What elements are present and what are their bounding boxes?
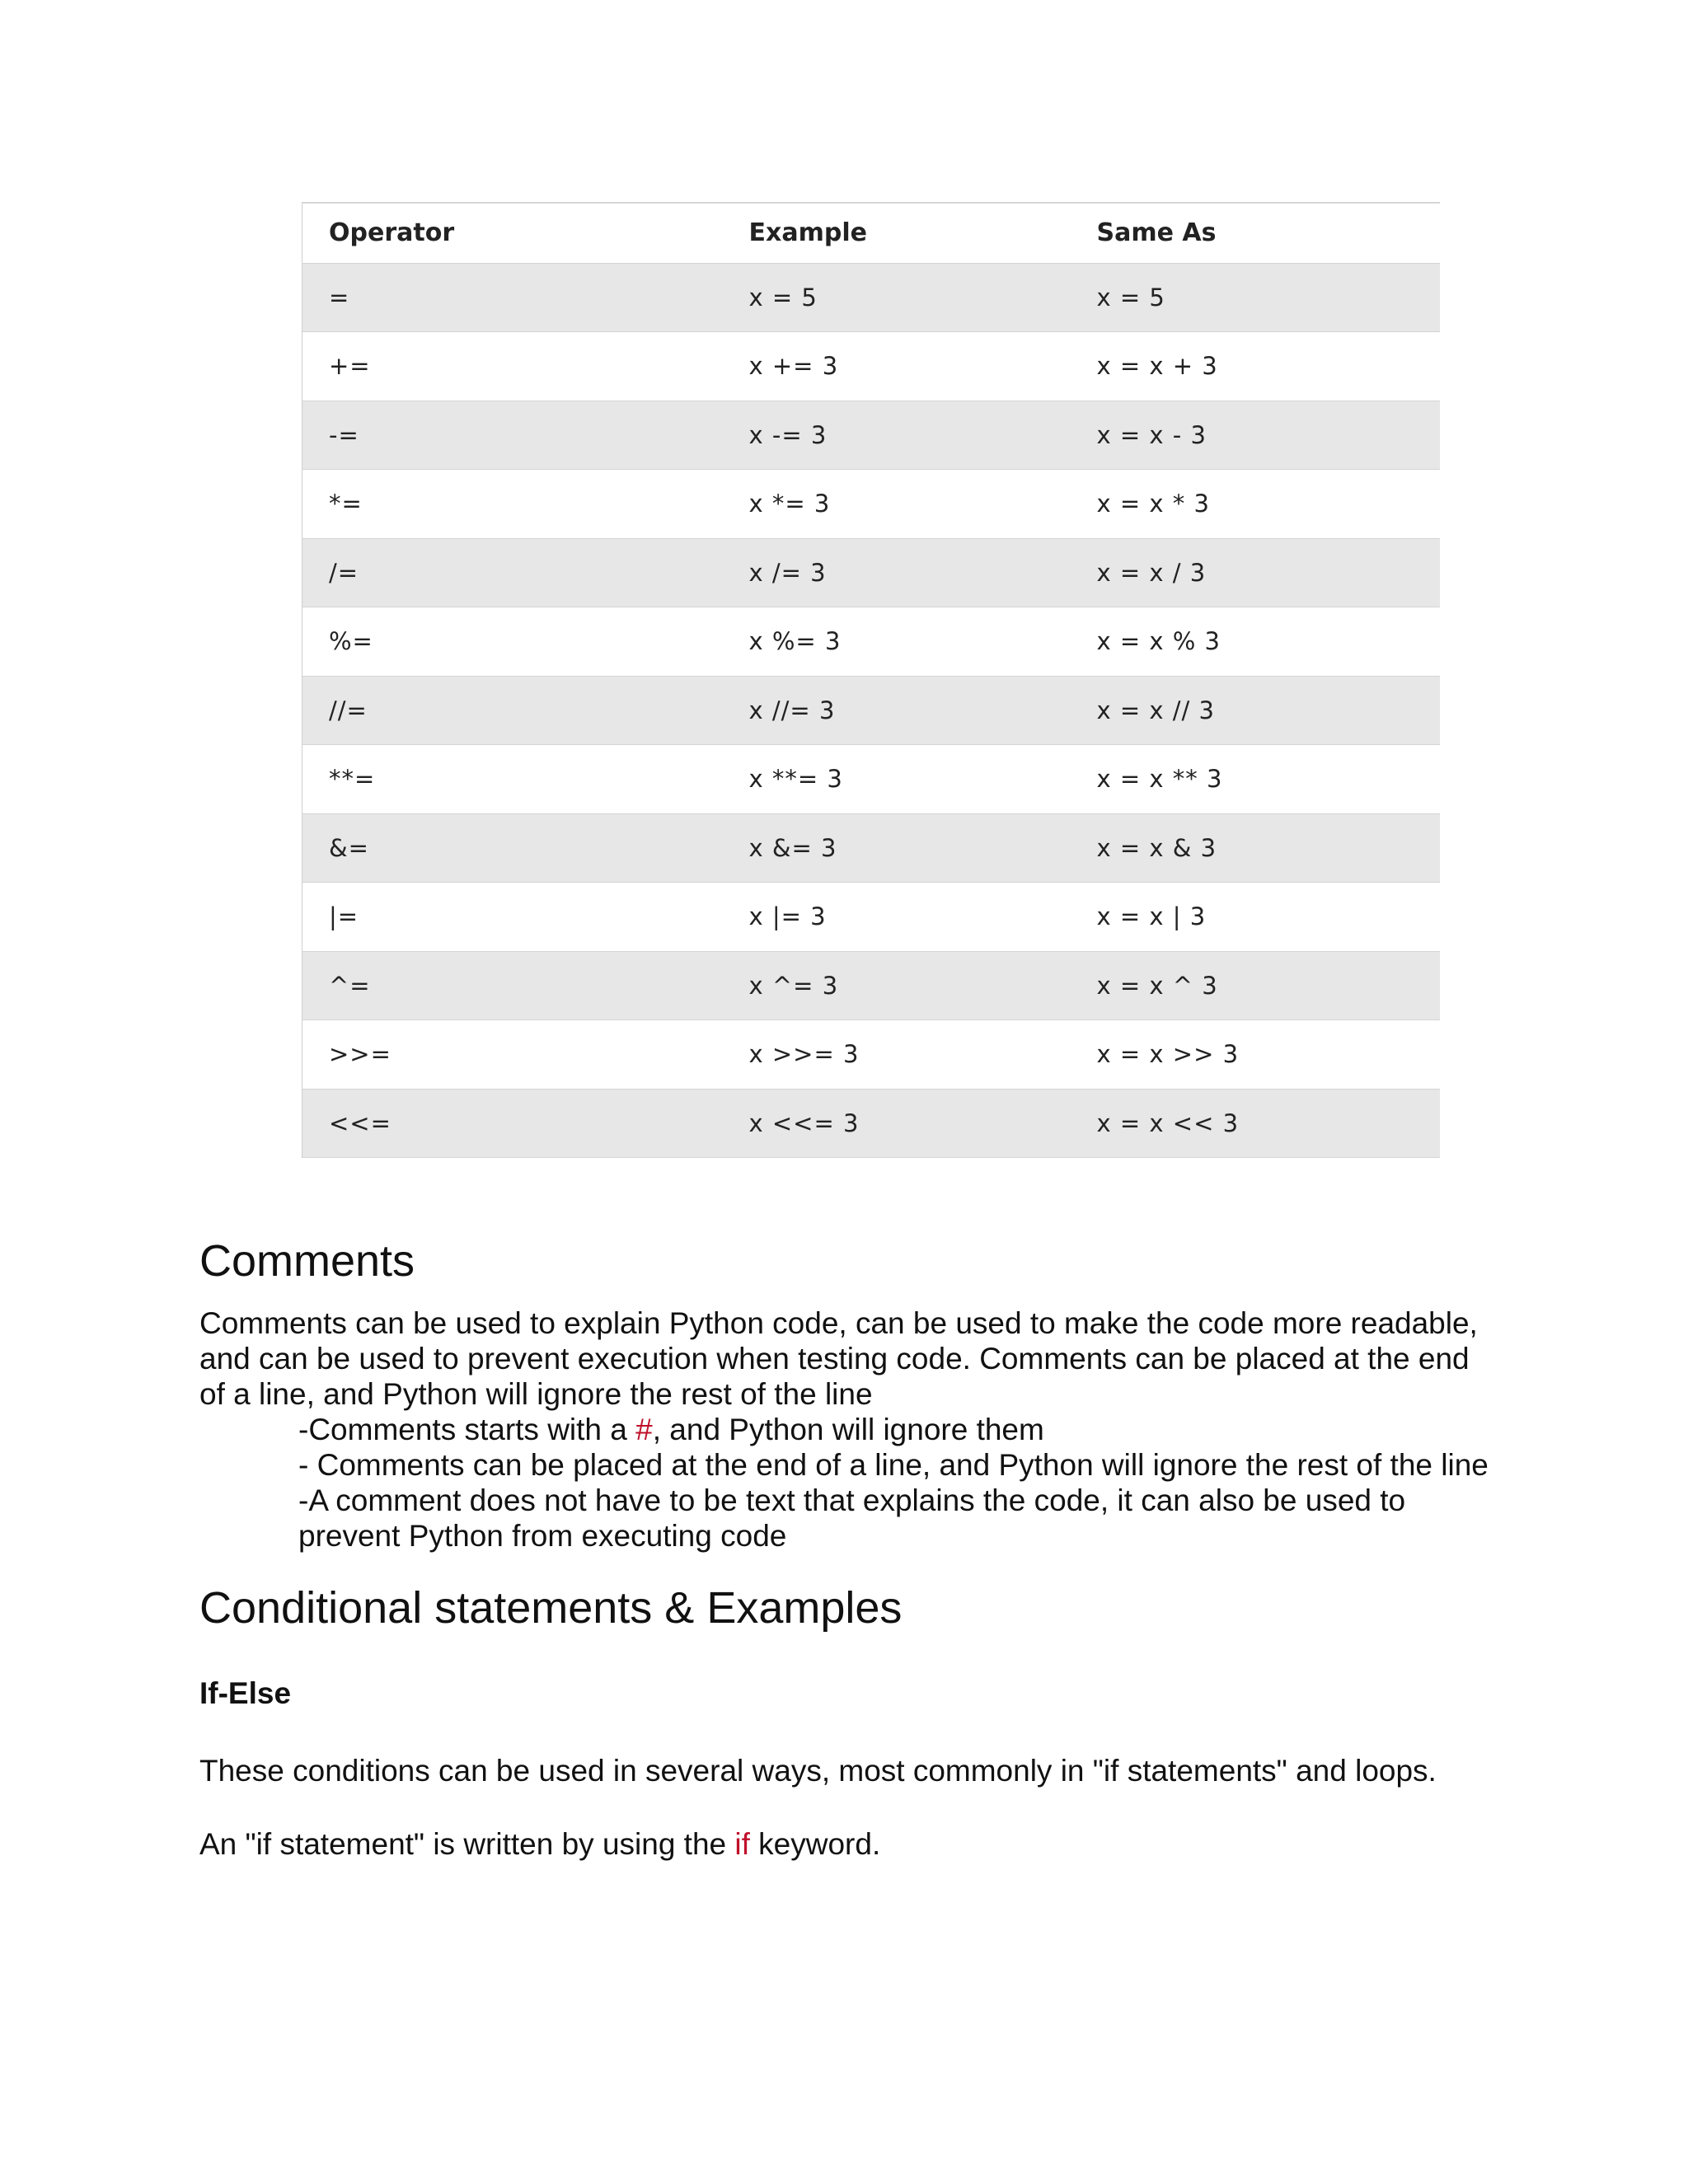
comments-paragraph <box>199 1305 1478 1412</box>
if-else-subheading: If-Else <box>199 1676 292 1710</box>
example-cell: x += 3 <box>748 352 839 381</box>
example-cell: x >>= 3 <box>748 1040 860 1069</box>
column-header-example: Example <box>723 203 1071 263</box>
table-row <box>302 1020 1440 1090</box>
example-cell: x //= 3 <box>748 696 836 724</box>
same-as-cell: x = x // 3 <box>1096 696 1215 724</box>
if-statement-paragraph <box>199 1826 880 1862</box>
operator-cell: **= <box>302 745 723 814</box>
column-header-same-as: Same As <box>1071 203 1440 263</box>
bullet-text: - Comments can be placed at the end of a line, and Python will ignore the rest of the line <box>298 1448 1489 1482</box>
example-cell: x |= 3 <box>748 902 827 931</box>
paragraph-text: An "if statement" is written by using the <box>199 1827 735 1861</box>
comments-bullet-hash <box>298 1412 1044 1447</box>
table-row <box>302 263 1440 332</box>
if-keyword: if <box>734 1827 750 1861</box>
comments-heading: Comments <box>199 1236 415 1286</box>
bullet-line: prevent Python from executing code <box>298 1519 787 1553</box>
comments-bullet-end-of-line <box>298 1447 1489 1483</box>
same-as-cell: x = x ** 3 <box>1096 765 1223 794</box>
paragraph-line: Comments can be used to explain Python code, can be used to make the code more readable, <box>199 1306 1478 1340</box>
same-as-cell: x = 5 <box>1096 283 1165 312</box>
bullet-text: , and Python will ignore them <box>652 1413 1044 1446</box>
example-cell: x **= 3 <box>748 765 843 794</box>
example-cell: x /= 3 <box>748 558 827 587</box>
same-as-cell: x = x & 3 <box>1096 833 1217 862</box>
example-cell: x ^= 3 <box>748 971 839 1000</box>
conditional-heading: Conditional statements & Examples <box>199 1583 903 1633</box>
bullet-line: -A comment does not have to be text that explains the code, it can also be used to <box>298 1483 1406 1517</box>
same-as-cell: x = x + 3 <box>1096 352 1218 381</box>
table-row <box>302 813 1440 883</box>
hash-symbol: # <box>635 1413 653 1446</box>
operator-cell: += <box>302 332 723 401</box>
example-cell: x <<= 3 <box>748 1108 860 1137</box>
paragraph-text: keyword. <box>749 1827 881 1861</box>
same-as-cell: x = x * 3 <box>1096 490 1210 518</box>
same-as-cell: x = x % 3 <box>1096 627 1221 656</box>
operator-cell: /= <box>302 538 723 607</box>
operator-cell: &= <box>302 813 723 883</box>
example-cell: x -= 3 <box>748 420 828 449</box>
paragraph-line: of a line, and Python will ignore the rest of the line <box>199 1377 873 1411</box>
operator-cell: *= <box>302 470 723 539</box>
operator-cell: %= <box>302 607 723 677</box>
example-cell: x %= 3 <box>748 627 842 656</box>
same-as-cell: x = x ^ 3 <box>1096 971 1218 1000</box>
table-row <box>302 538 1440 607</box>
same-as-cell: x = x | 3 <box>1096 902 1207 931</box>
table-row <box>302 951 1440 1020</box>
table-row <box>302 470 1440 539</box>
same-as-cell: x = x - 3 <box>1096 420 1207 449</box>
same-as-cell: x = x << 3 <box>1096 1108 1240 1137</box>
assignment-operators-table <box>302 202 1440 1158</box>
operator-cell: //= <box>302 676 723 745</box>
comments-bullet-prevent-execution <box>298 1483 1405 1554</box>
operator-cell: = <box>302 263 723 332</box>
table-row <box>302 1089 1440 1158</box>
table-row <box>302 883 1440 952</box>
same-as-cell: x = x >> 3 <box>1096 1040 1240 1069</box>
paragraph-line: and can be used to prevent execution when testing code. Comments can be placed at the end <box>199 1342 1470 1376</box>
table-row <box>302 607 1440 677</box>
example-cell: x &= 3 <box>748 833 837 862</box>
table-row <box>302 745 1440 814</box>
example-cell: x = 5 <box>748 283 818 312</box>
example-cell: x *= 3 <box>748 490 831 518</box>
bullet-text: -Comments starts with a <box>298 1413 636 1446</box>
conditions-paragraph <box>199 1753 1437 1788</box>
operator-cell: >>= <box>302 1020 723 1090</box>
operator-cell: ^= <box>302 951 723 1020</box>
paragraph-line: These conditions can be used in several ways, most commonly in "if statements" and loops. <box>199 1754 1437 1788</box>
operator-cell: <<= <box>302 1089 723 1158</box>
table-row <box>302 332 1440 401</box>
operator-cell: |= <box>302 883 723 952</box>
table-header-row <box>302 203 1440 263</box>
table-row <box>302 676 1440 745</box>
same-as-cell: x = x / 3 <box>1096 558 1207 587</box>
table-row <box>302 401 1440 470</box>
operator-cell: -= <box>302 401 723 470</box>
column-header-operator: Operator <box>302 203 723 263</box>
